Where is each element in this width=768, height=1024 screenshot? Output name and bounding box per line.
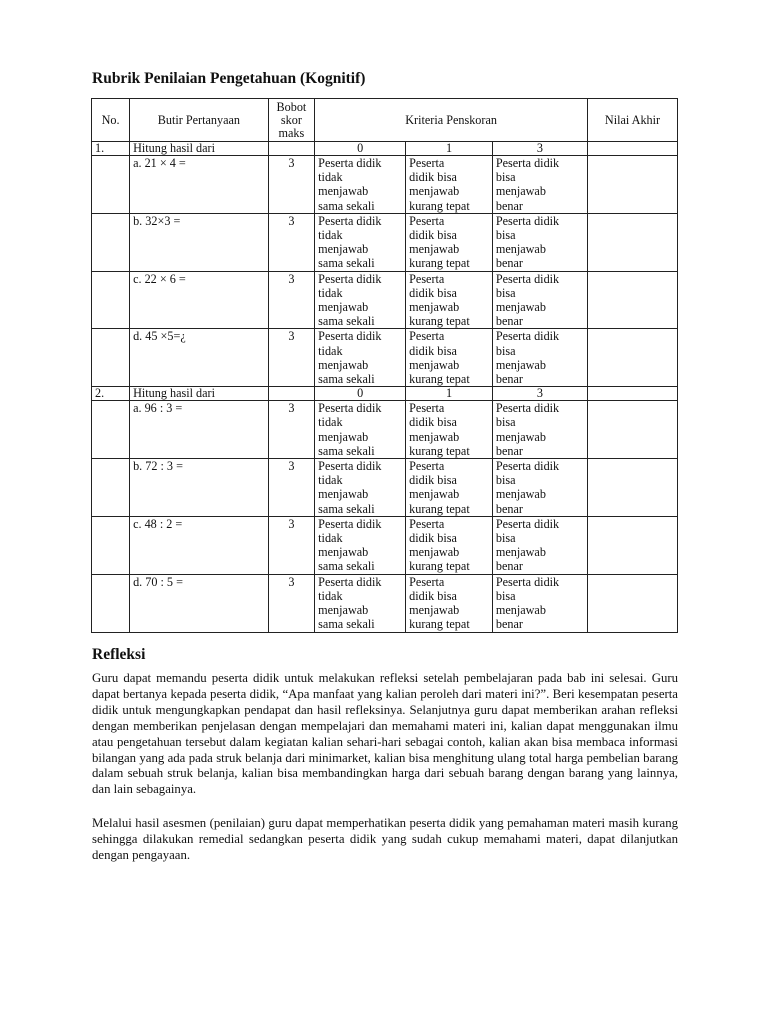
criteria-line: sama sekali (318, 559, 375, 574)
criteria-line: bisa (495, 343, 516, 358)
score-header-cell: 0 (315, 387, 406, 401)
header-nilai-akhir: Nilai Akhir (588, 99, 678, 142)
criteria-line: Peserta (409, 401, 445, 416)
criteria-line: Peserta didik (495, 401, 560, 416)
criteria-line: menjawab (495, 603, 546, 618)
empty-cell (268, 387, 315, 401)
question-item: c. 48 : 2 = (130, 516, 269, 574)
criteria-line: sama sekali (318, 617, 375, 632)
criteria-cell-c3 (492, 459, 587, 517)
criteria-line: menjawab (409, 545, 460, 560)
table-row (92, 213, 678, 271)
table-row (92, 271, 678, 329)
criteria-line: Peserta didik (495, 213, 560, 228)
criteria-line: menjawab (495, 242, 546, 257)
criteria-line: kurang tepat (409, 559, 470, 574)
criteria-cell-c0 (315, 459, 406, 517)
criteria-line: sama sekali (318, 443, 375, 458)
empty-cell (92, 156, 130, 214)
criteria-line: benar (495, 198, 523, 213)
max-score-cell: 3 (268, 401, 315, 459)
nilai-akhir-cell (588, 516, 678, 574)
criteria-line: didik bisa (409, 531, 457, 546)
criteria-line: menjawab (318, 487, 369, 502)
criteria-line: menjawab (318, 357, 369, 372)
criteria-cell-c3 (492, 329, 587, 387)
criteria-line: menjawab (409, 184, 460, 199)
criteria-line: menjawab (318, 545, 369, 560)
refleksi-paragraph-2: Melalui hasil asesmen (penilaian) guru dapat memperhatikan peserta didik yang pemahaman materi masih kurang sehingga dilakukan remedial sedangkan peserta didik yang sudah cukup memahami materi, dapat dilanjutkan dengan pengayaan. (92, 816, 678, 862)
criteria-line: benar (495, 372, 523, 387)
rubric-table (91, 98, 678, 633)
table-row (92, 516, 678, 574)
nilai-akhir-cell (588, 329, 678, 387)
criteria-cell-c1 (406, 401, 493, 459)
nilai-akhir-cell (588, 401, 678, 459)
criteria-cell-c1 (406, 329, 493, 387)
nilai-akhir-cell (588, 459, 678, 517)
criteria-line: benar (495, 559, 523, 574)
criteria-line: kurang tepat (409, 443, 470, 458)
criteria-line: menjawab (495, 357, 546, 372)
nilai-akhir-cell (588, 156, 678, 214)
max-score-cell: 3 (268, 156, 315, 214)
question-item: a. 96 : 3 = (130, 401, 269, 459)
criteria-line: Peserta didik (318, 271, 382, 286)
score-header-cell: 1 (406, 387, 493, 401)
criteria-line: benar (495, 443, 523, 458)
header-kriteria-penskoran: Kriteria Penskoran (315, 99, 588, 142)
max-score-cell: 3 (268, 516, 315, 574)
criteria-line: menjawab (495, 545, 546, 560)
criteria-line: bisa (495, 415, 516, 430)
criteria-line: menjawab (318, 300, 369, 315)
empty-cell (268, 142, 315, 156)
criteria-line: menjawab (318, 242, 369, 257)
header-butir-pertanyaan: Butir Pertanyaan (130, 99, 269, 142)
criteria-line: didik bisa (409, 473, 457, 488)
question-item: a. 21 × 4 = (130, 156, 269, 214)
criteria-cell-c1 (406, 213, 493, 271)
criteria-line: benar (495, 617, 523, 632)
criteria-cell-c0 (315, 156, 406, 214)
criteria-line: menjawab (409, 603, 460, 618)
criteria-line: didik bisa (409, 415, 457, 430)
empty-cell (92, 329, 130, 387)
criteria-cell-c1 (406, 516, 493, 574)
criteria-cell-c3 (492, 213, 587, 271)
criteria-line: Peserta (409, 574, 445, 589)
empty-cell (92, 516, 130, 574)
criteria-line: Peserta didik (318, 213, 382, 228)
criteria-line: menjawab (409, 300, 460, 315)
criteria-line: Peserta didik (318, 516, 382, 531)
criteria-line: Peserta (409, 213, 445, 228)
criteria-cell-c0 (315, 329, 406, 387)
criteria-line: Peserta (409, 329, 445, 344)
table-group-row (92, 387, 678, 401)
refleksi-heading: Refleksi (92, 646, 146, 663)
criteria-cell-c1 (406, 459, 493, 517)
criteria-cell-c0 (315, 213, 406, 271)
refleksi-paragraph-1: Guru dapat memandu peserta didik untuk melakukan refleksi setelah pembelajaran pada bab ini selesai. Guru dapat bertanya kepada peserta didik, “Apa manfaat yang kalian peroleh dari materi ini?”. Beri kesempatan peserta didik untuk mengungkapkan pendapat dan hasil refleksinya. Selanjutnya guru dapat memberikan arahan refleksi dengan memberikan penjelasan dengan mempelajari dan memahami materi ini, kalian dapat menggunakan ilmu atau pengetahuan tersebut dalam kegiatan kalian sehari-hari sebagai contoh, kalian akan bisa membaca informasi bilangan yang ada pada struk belanja dari minimarket, kalian bisa menghitung ulang total harga pembelian barang dalam sebuah struk belanja, kalian bisa membandingkan harga dari sebuah barang dengan barang yang lainnya, dan lain sebagainya. (92, 671, 678, 797)
table-row (92, 401, 678, 459)
criteria-cell-c3 (492, 574, 587, 632)
criteria-line: tidak (318, 588, 343, 603)
criteria-line: menjawab (495, 429, 546, 444)
criteria-line: Peserta didik (495, 156, 560, 170)
rubric-body (92, 142, 678, 633)
criteria-cell-c0 (315, 401, 406, 459)
criteria-line: menjawab (409, 357, 460, 372)
criteria-line: Peserta didik (495, 516, 560, 531)
criteria-line: menjawab (495, 184, 546, 199)
question-item: d. 45 ×5=¿ (130, 329, 269, 387)
table-header-row (92, 99, 678, 142)
table-row (92, 574, 678, 632)
criteria-line: sama sekali (318, 372, 375, 387)
criteria-line: kurang tepat (409, 256, 470, 271)
criteria-line: Peserta didik (318, 329, 382, 344)
criteria-line: tidak (318, 170, 343, 185)
criteria-line: kurang tepat (409, 372, 470, 387)
question-number: 1. (92, 142, 130, 156)
nilai-akhir-cell (588, 574, 678, 632)
criteria-line: Peserta didik (318, 459, 382, 474)
question-item: b. 32×3 = (130, 213, 269, 271)
question-item: d. 70 : 5 = (130, 574, 269, 632)
criteria-line: benar (495, 256, 523, 271)
max-score-cell: 3 (268, 213, 315, 271)
score-header-cell: 3 (492, 142, 587, 156)
score-header-cell: 1 (406, 142, 493, 156)
nilai-akhir-cell (588, 271, 678, 329)
header-no: No. (92, 99, 130, 142)
criteria-line: sama sekali (318, 198, 375, 213)
criteria-line: bisa (495, 588, 516, 603)
criteria-line: Peserta didik (318, 401, 382, 416)
criteria-line: Peserta (409, 156, 445, 170)
criteria-line: Peserta didik (318, 574, 382, 589)
criteria-line: didik bisa (409, 170, 457, 185)
question-item: c. 22 × 6 = (130, 271, 269, 329)
score-header-cell: 3 (492, 387, 587, 401)
criteria-cell-c3 (492, 516, 587, 574)
empty-cell (92, 574, 130, 632)
criteria-cell-c1 (406, 156, 493, 214)
criteria-cell-c0 (315, 574, 406, 632)
criteria-line: menjawab (318, 429, 369, 444)
criteria-line: bisa (495, 285, 516, 300)
criteria-line: benar (495, 501, 523, 516)
question-item: b. 72 : 3 = (130, 459, 269, 517)
criteria-cell-c1 (406, 271, 493, 329)
criteria-line: didik bisa (409, 588, 457, 603)
criteria-line: tidak (318, 285, 343, 300)
criteria-cell-c0 (315, 516, 406, 574)
criteria-line: sama sekali (318, 256, 375, 271)
empty-cell (92, 271, 130, 329)
empty-cell (92, 401, 130, 459)
criteria-line: tidak (318, 415, 343, 430)
criteria-cell-c3 (492, 271, 587, 329)
criteria-line: kurang tepat (409, 501, 470, 516)
criteria-line: didik bisa (409, 285, 457, 300)
criteria-line: Peserta didik (495, 459, 560, 474)
criteria-cell-c3 (492, 401, 587, 459)
header-bobot-skor-maks: Bobot skor maks (268, 99, 315, 142)
criteria-line: tidak (318, 473, 343, 488)
question-label: Hitung hasil dari (130, 387, 269, 401)
criteria-line: Peserta didik (318, 156, 382, 170)
max-score-cell: 3 (268, 574, 315, 632)
criteria-line: didik bisa (409, 228, 457, 243)
question-label: Hitung hasil dari (130, 142, 269, 156)
criteria-line: tidak (318, 228, 343, 243)
criteria-line: bisa (495, 531, 516, 546)
criteria-line: bisa (495, 473, 516, 488)
empty-cell (588, 387, 678, 401)
document-title: Rubrik Penilaian Pengetahuan (Kognitif) (92, 70, 366, 87)
max-score-cell: 3 (268, 329, 315, 387)
criteria-cell-c0 (315, 271, 406, 329)
criteria-line: kurang tepat (409, 198, 470, 213)
criteria-line: kurang tepat (409, 314, 470, 329)
criteria-line: menjawab (409, 242, 460, 257)
criteria-line: menjawab (409, 429, 460, 444)
criteria-line: menjawab (318, 184, 369, 199)
criteria-line: tidak (318, 343, 343, 358)
criteria-line: kurang tepat (409, 617, 470, 632)
empty-cell (92, 213, 130, 271)
criteria-cell-c3 (492, 156, 587, 214)
table-row (92, 329, 678, 387)
criteria-line: Peserta didik (495, 574, 560, 589)
criteria-line: bisa (495, 228, 516, 243)
criteria-line: Peserta didik (495, 271, 560, 286)
criteria-line: Peserta didik (495, 329, 560, 344)
empty-cell (588, 142, 678, 156)
max-score-cell: 3 (268, 459, 315, 517)
criteria-line: tidak (318, 531, 343, 546)
criteria-line: menjawab (409, 487, 460, 502)
criteria-line: Peserta (409, 516, 445, 531)
question-number: 2. (92, 387, 130, 401)
criteria-cell-c1 (406, 574, 493, 632)
criteria-line: Peserta (409, 459, 445, 474)
table-group-row (92, 142, 678, 156)
max-score-cell: 3 (268, 271, 315, 329)
criteria-line: Peserta (409, 271, 445, 286)
criteria-line: sama sekali (318, 501, 375, 516)
table-row (92, 459, 678, 517)
criteria-line: menjawab (495, 487, 546, 502)
criteria-line: benar (495, 314, 523, 329)
empty-cell (92, 459, 130, 517)
nilai-akhir-cell (588, 213, 678, 271)
criteria-line: didik bisa (409, 343, 457, 358)
criteria-line: bisa (495, 170, 516, 185)
criteria-line: sama sekali (318, 314, 375, 329)
criteria-line: menjawab (318, 603, 369, 618)
table-row (92, 156, 678, 214)
score-header-cell: 0 (315, 142, 406, 156)
criteria-line: menjawab (495, 300, 546, 315)
